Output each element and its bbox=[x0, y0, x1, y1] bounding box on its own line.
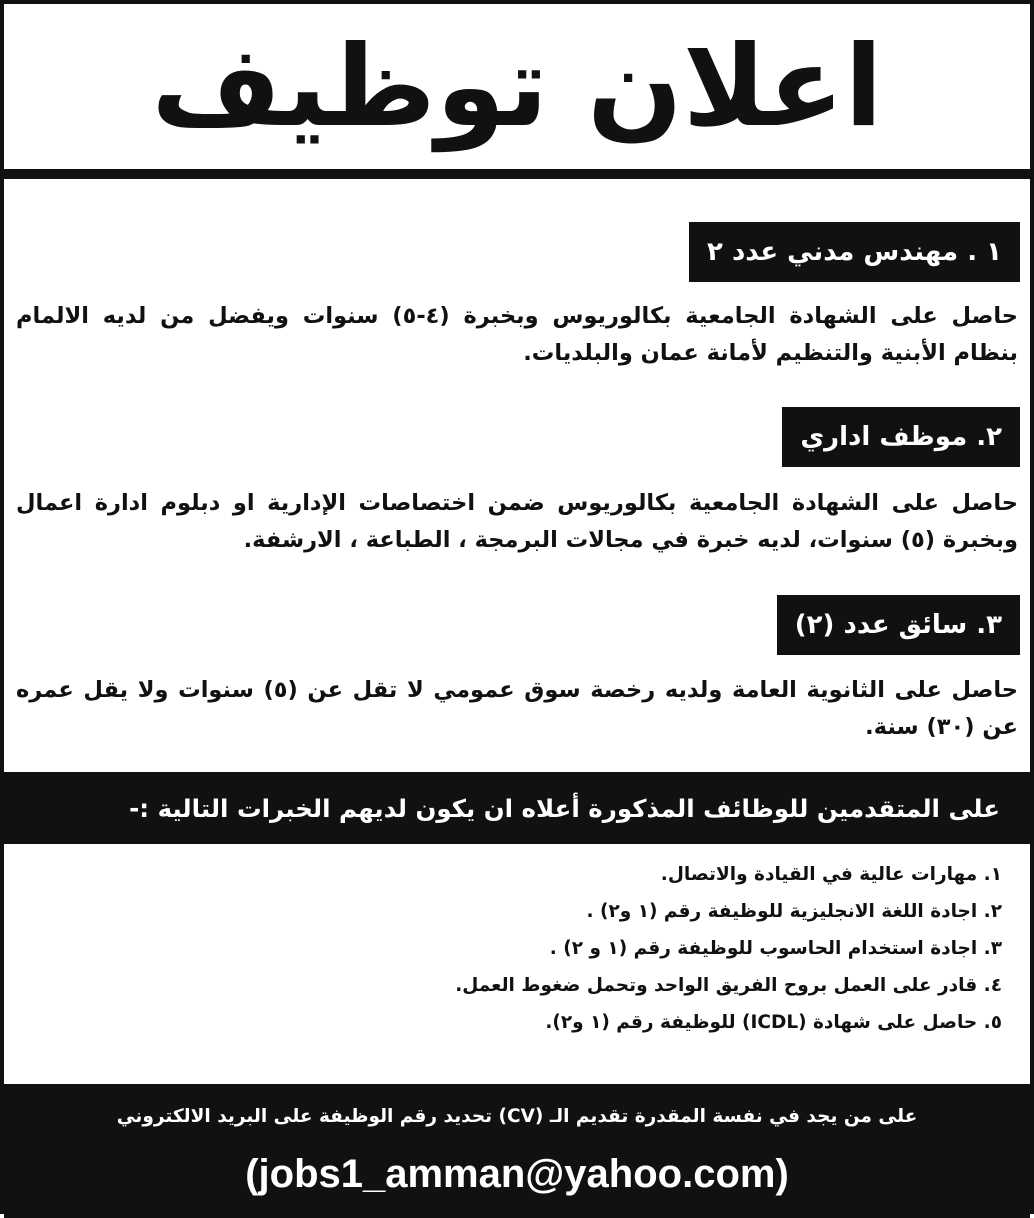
title-box bbox=[4, 4, 1030, 179]
job-heading-admin-employee: ٢. موظف اداري bbox=[782, 407, 1020, 467]
page-title: اعلان توظيف bbox=[151, 21, 883, 152]
list-item: ٤. قادر على العمل بروح الفريق الواحد وتحمل ضغوط العمل. bbox=[455, 975, 1002, 996]
footer-band bbox=[4, 1084, 1030, 1218]
job-description-civil-engineer: حاصل على الشهادة الجامعية بكالوريوس وبخبرة (٤-٥) سنوات ويفضل من لديه الالمام بنظام الأبنية والتنظيم لأمانة عمان والبلديات. bbox=[16, 303, 1018, 366]
list-item: ٢. اجادة اللغة الانجليزية للوظيفة رقم (١ و٢) . bbox=[586, 901, 1002, 922]
job-description-admin-employee: حاصل على الشهادة الجامعية بكالوريوس ضمن اختصاصات الإدارية او دبلوم ادارة اعمال وبخبرة (٥) سنوات، لديه خبرة في مجالات البرمجة ، الطباعة ، الارشفة. bbox=[16, 490, 1018, 553]
job-heading-driver: ٣. سائق عدد (٢) bbox=[777, 595, 1020, 655]
list-item: ٣. اجادة استخدام الحاسوب للوظيفة رقم (١ و ٢) . bbox=[549, 938, 1002, 959]
job-heading-civil-engineer: ١ . مهندس مدني عدد ٢ bbox=[689, 222, 1020, 282]
requirements-intro: على المتقدمين للوظائف المذكورة أعلاه ان يكون لديهم الخبرات التالية :- bbox=[129, 793, 1000, 823]
job-description-driver: حاصل على الثانوية العامة ولديه رخصة سوق عمومي لا تقل عن (٥) سنوات ولا يقل عمره عن (٣٠) سنة. bbox=[16, 677, 1018, 740]
contact-email[interactable]: (jobs1_amman@yahoo.com) bbox=[245, 1152, 789, 1196]
list-item: ١. مهارات عالية في القيادة والاتصال. bbox=[660, 864, 1002, 885]
footer-instructions: على من يجد في نفسة المقدرة تقديم الـ (CV) تحديد رقم الوظيفة على البريد الالكتروني bbox=[116, 1106, 918, 1127]
requirements-list bbox=[455, 856, 1002, 1041]
list-item: ٥. حاصل على شهادة (ICDL) للوظيفة رقم (١ و٢). bbox=[545, 1012, 1002, 1033]
requirements-band bbox=[4, 772, 1030, 844]
